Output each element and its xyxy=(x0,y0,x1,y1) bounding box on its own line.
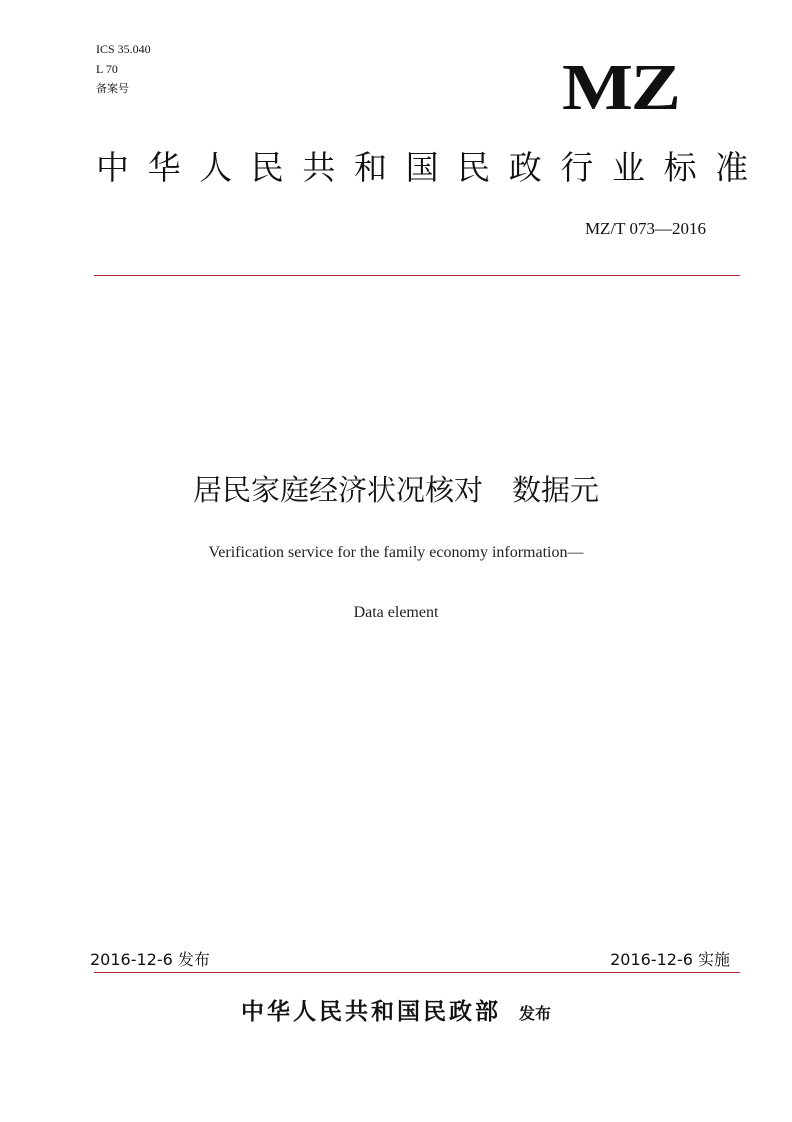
issue-date: 2016-12-6 发布 xyxy=(90,950,210,969)
document-title-english-line2: Data element xyxy=(353,604,439,621)
issuer-line xyxy=(0,996,792,1030)
document-title-chinese: 居民家庭经济状况核对 数据元 xyxy=(192,473,599,507)
standard-title: 中华人民共和国民政行业标准 xyxy=(96,148,767,187)
ics-code: ICS 35.040 xyxy=(96,42,151,56)
registration-label: 备案号 xyxy=(96,82,129,95)
issuer-name: 中华人民共和国民政部 xyxy=(240,999,501,1025)
issuer-action: 发布 xyxy=(518,1004,551,1023)
standard-number: MZ/T 073—2016 xyxy=(584,219,706,238)
document-title-english-line1: Verification service for the family economy information— xyxy=(208,544,584,561)
bottom-divider xyxy=(94,972,740,973)
mz-logo: MZ xyxy=(562,51,679,124)
top-divider xyxy=(94,275,740,276)
classification-code: L 70 xyxy=(96,62,118,76)
implementation-date: 2016-12-6 实施 xyxy=(610,950,730,969)
